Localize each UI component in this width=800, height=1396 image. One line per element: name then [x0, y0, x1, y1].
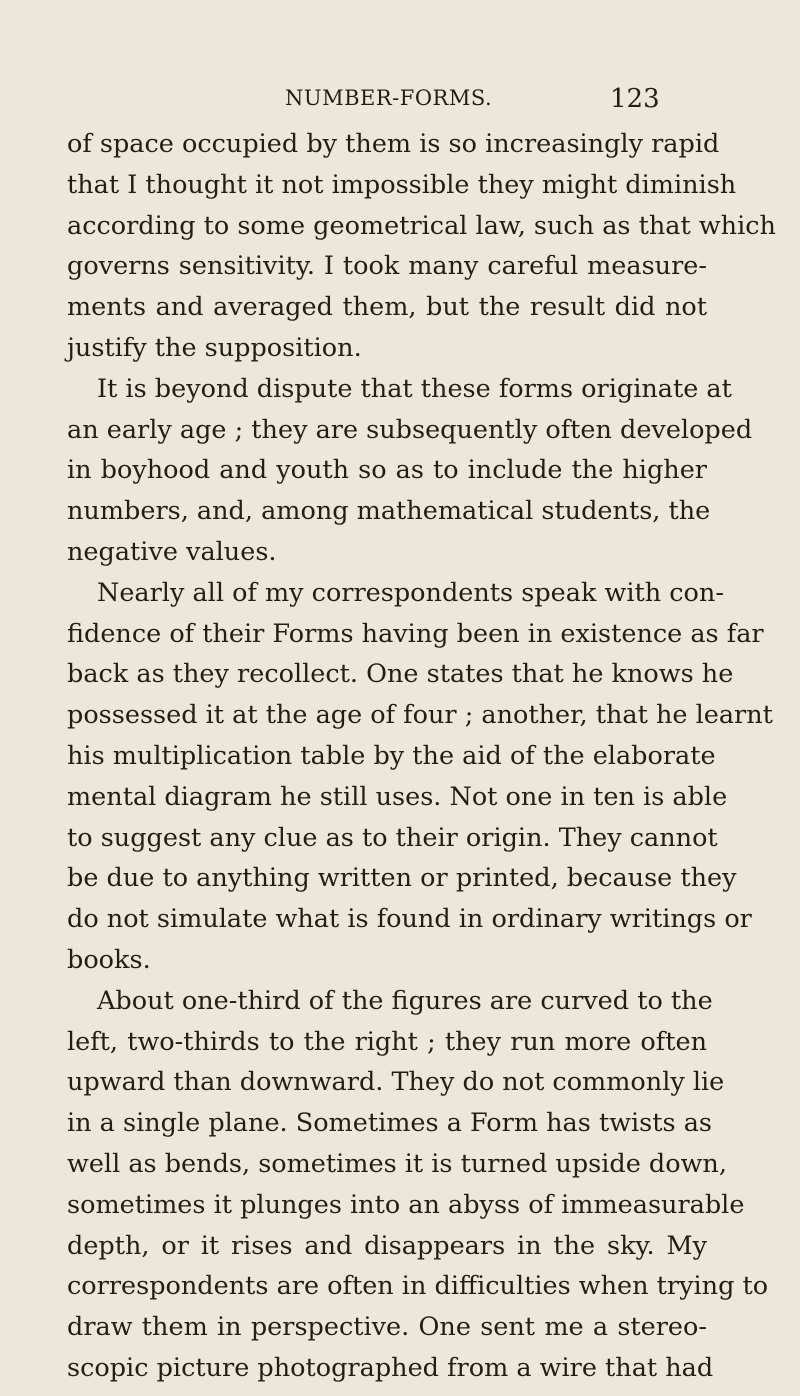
text-line: justify the supposition.	[67, 332, 362, 363]
text-line: mental diagram he still uses. Not one in ten is able	[67, 781, 728, 812]
text-line: ments and averaged them, but the result did not	[67, 292, 707, 323]
text-line: that I thought it not impossible they might diminish	[67, 169, 737, 200]
text-line: do not simulate what is found in ordinary writings or	[67, 904, 752, 935]
text-line: according to some geometrical law, such as that which	[67, 210, 776, 241]
text-line: books.	[67, 944, 151, 975]
text-line: upward than downward. They do not commonly lie	[67, 1067, 725, 1098]
text-line: his multiplication table by the aid of the elaborate	[67, 740, 716, 771]
text-line: in a single plane. Sometimes a Form has twists as	[67, 1108, 712, 1139]
running-title: NUMBER-FORMS.	[285, 86, 493, 110]
text-line: possessed it at the age of four ; another, that he learnt	[67, 700, 773, 731]
text-line: governs sensitivity. I took many careful measure-	[67, 251, 707, 282]
text-line: fidence of their Forms having been in existence as far	[67, 618, 764, 649]
text-line: of space occupied by them is so increasingly rapid	[67, 129, 720, 159]
text-line: an early age ; they are subsequently often developed	[67, 414, 753, 445]
text-line: scopic picture photographed from a wire that had	[67, 1352, 714, 1383]
body-text	[67, 124, 776, 1389]
text-line: left, two-thirds to the right ; they run more often	[67, 1026, 707, 1057]
page-number: 123	[610, 84, 660, 114]
text-line: be due to anything written or printed, because they	[67, 863, 737, 894]
text-line: to suggest any clue as to their origin. They cannot	[67, 822, 718, 853]
text-line: Nearly all of my correspondents speak with con-	[97, 577, 724, 608]
text-line: in boyhood and youth so as to include the higher	[67, 455, 707, 486]
text-line: draw them in perspective. One sent me a stereo-	[67, 1312, 707, 1343]
text-line: depth, or it rises and disappears in the sky. My	[67, 1230, 707, 1261]
text-line: About one-third of the figures are curved to the	[97, 985, 713, 1016]
text-line: well as bends, sometimes it is turned upside down,	[67, 1148, 727, 1179]
text-line: negative values.	[67, 536, 277, 567]
text-line: correspondents are often in difficulties when trying to	[67, 1271, 769, 1302]
text-line: It is beyond dispute that these forms originate at	[97, 373, 732, 404]
text-line: numbers, and, among mathematical students, the	[67, 496, 711, 527]
text-line: back as they recollect. One states that he knows he	[67, 659, 734, 690]
text-line: sometimes it plunges into an abyss of immeasurable	[67, 1189, 745, 1220]
